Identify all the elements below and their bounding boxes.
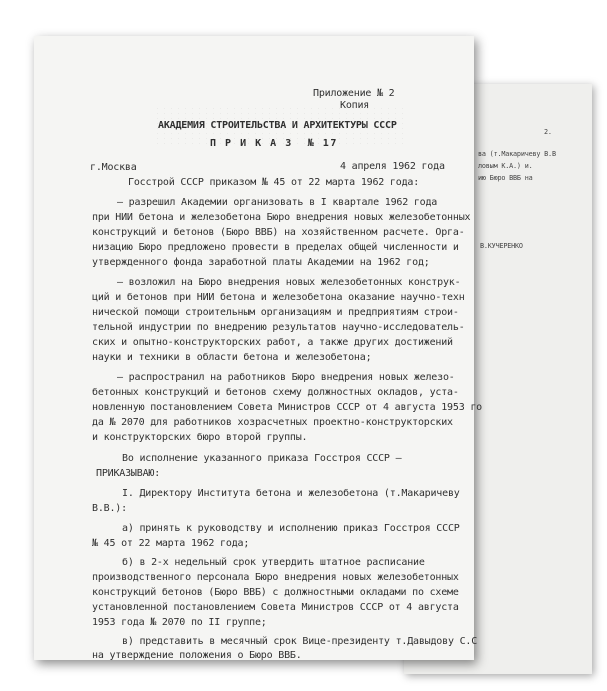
para2-line: – возложил на Бюро внедрения новых железобетонных конструк-: [117, 277, 461, 288]
item-b-line: б) в 2-х недельный срок утвердить штатное расписание: [122, 557, 425, 568]
para3-line: новленную постановлением Совета Министров СССР от 4 августа 1953 го: [92, 402, 482, 413]
order-date: 4 апреля 1962 года: [340, 161, 445, 172]
back-line-1: ва (т.Макаричеву В.В: [478, 150, 556, 158]
para2-line: науки и техники в области бетона и железобетона;: [92, 352, 372, 363]
para1-line: низацию Бюро предложено провести в пределах общей численности и: [92, 242, 459, 253]
execution-line: Во исполнение указанного приказа Госстроя СССР –: [122, 453, 402, 464]
order-word: ПРИКАЗЫВАЮ:: [96, 468, 161, 479]
back-line-2: ловым К.А.) и.: [478, 162, 533, 170]
para1-line: – разрешил Академии организовать в I квартале 1962 года: [117, 197, 438, 208]
academy-title: АКАДЕМИЯ СТРОИТЕЛЬСТВА И АРХИТЕКТУРЫ СССР: [158, 120, 397, 131]
item-v-line: в) представить в месячный срок Вице-президенту т.Давыдову С.С: [122, 636, 478, 647]
city: г.Москва: [90, 162, 137, 173]
para3-line: и конструкторских бюро второй группы.: [92, 432, 308, 443]
back-signature: В.КУЧЕРЕНКО: [480, 242, 523, 250]
item-b-line: конструкций бетонов (Бюро ВВБ) с должностными окладами по схеме: [92, 587, 459, 598]
item1-line: I. Директору Института бетона и железобетона (т.Макаричеву: [122, 488, 460, 499]
item-a-line: а) принять к руководству и исполнению приказ Госстроя СССР: [122, 523, 460, 534]
intro-line: Госстрой СССР приказом № 45 от 22 марта 1962 года:: [128, 177, 420, 188]
para3-line: – распространил на работников Бюро внедрения новых железо-: [117, 372, 455, 383]
item-b-line: производственного персонала Бюро внедрения новых железобетонных: [92, 572, 459, 583]
para1-line: конструкций и бетонов (Бюро ВВБ) на хозяйственном расчете. Орга-: [92, 227, 465, 238]
back-line-3: ию Бюро ВВБ на: [478, 174, 533, 182]
copy-label: Копия: [340, 100, 370, 111]
para2-line: ций и бетонов при НИИ бетона и железобетона оказание научно-техн: [92, 292, 465, 303]
para3-line: да № 2070 для работников хозрасчетных проектно-конструкторских: [92, 417, 453, 428]
para2-line: нической помощи строительным организациям и предприятиям строи-: [92, 307, 459, 318]
back-page-number: 2.: [544, 128, 552, 136]
item1-line: В.В.):: [92, 503, 127, 514]
item-b-line: 1953 года № 2070 по II группе;: [92, 617, 267, 628]
para2-line: тельной индустрии по внедрению результатов научно-исследователь-: [92, 322, 465, 333]
appendix-label: Приложение № 2: [313, 88, 395, 99]
order-title: П Р И К А З № 17: [210, 138, 338, 149]
para2-line: ских и опытно-конструкторских работ, а также других достижений: [92, 337, 453, 348]
item-v-line: на утверждение положения о Бюро ВВБ.: [92, 650, 302, 661]
item-a-line: № 45 от 22 марта 1962 года;: [92, 538, 250, 549]
para1-line: утвержденного фонда заработной платы Академии на 1962 год;: [92, 257, 430, 268]
front-page: [34, 36, 482, 661]
para3-line: бетонных конструкций и бетонов схему должностных окладов, уста-: [92, 387, 459, 398]
para1-line: при НИИ бетона и железобетона Бюро внедрения новых железобетонных: [92, 212, 471, 223]
item-b-line: установленной постановлением Совета Министров СССР от 4 августа: [92, 602, 459, 613]
